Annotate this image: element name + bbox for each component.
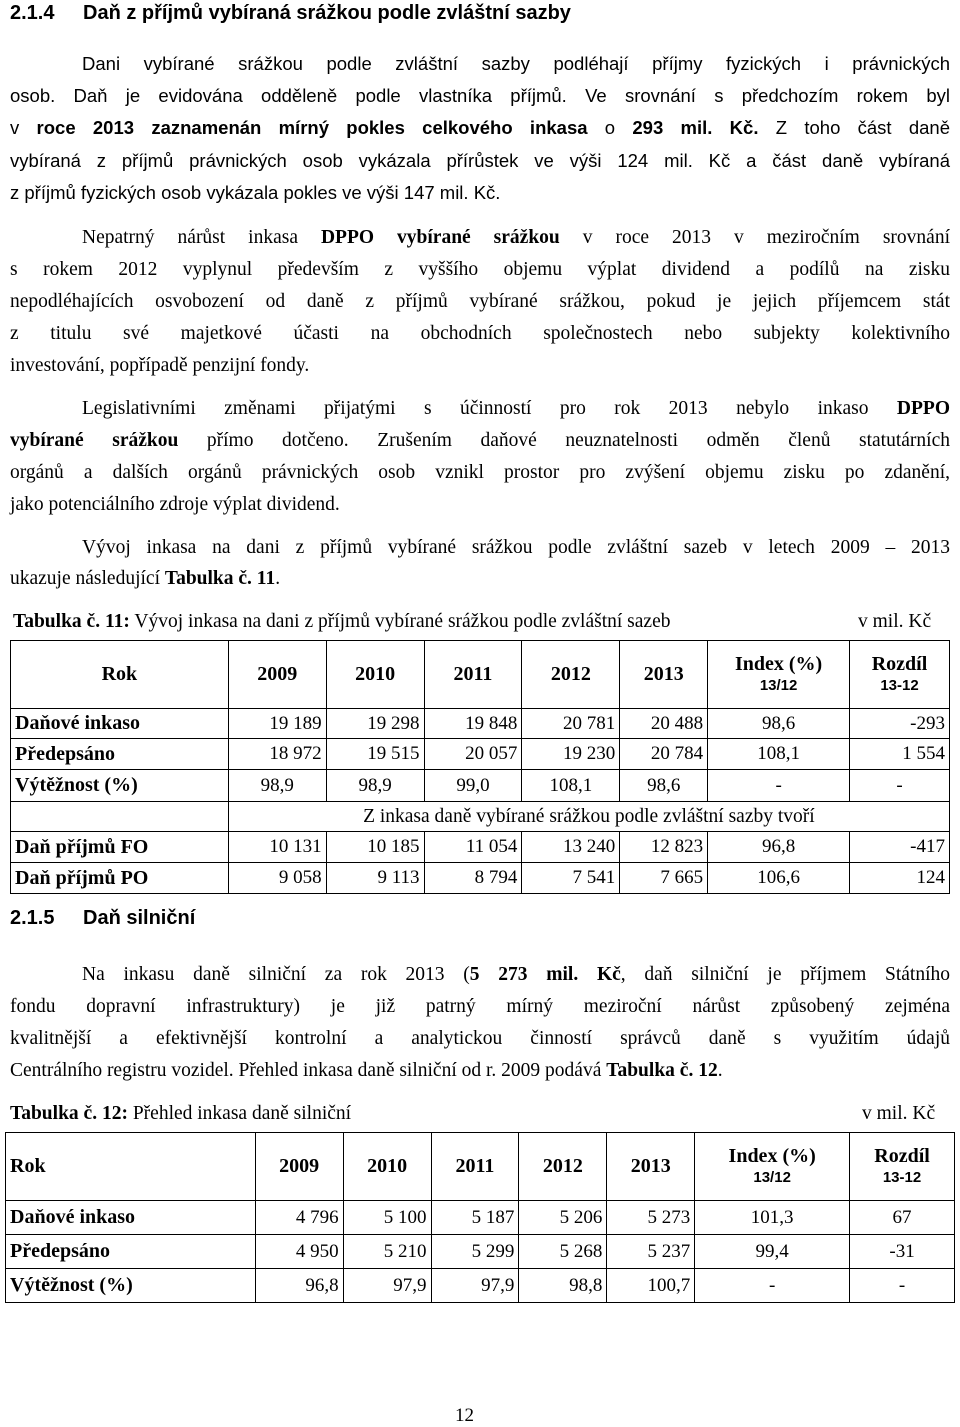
p3-line-4: jako potenciálního zdroje výplat dividend.: [10, 494, 340, 515]
table-12: [5, 1132, 955, 1303]
table-row: Výtěžnost (%) 96,8 97,9 97,9 98,8 100,7 - -: [6, 1269, 955, 1303]
header-year: 2011: [431, 1133, 519, 1201]
section-number: 2.1.4: [10, 2, 55, 24]
table12-caption: Tabulka č. 12: Přehled inkasa daně silniční: [10, 1103, 352, 1124]
p2-line-5: investování, popřípadě penzijní fondy.: [10, 355, 310, 376]
p1-line-5: z příjmů fyzických osob vykázala pokles ve výši 147 mil. Kč.: [10, 182, 501, 203]
section-title: Daň silniční: [83, 907, 196, 929]
table-11: [10, 640, 950, 894]
p2-line-3: nepodléhajících osvobození od daně z příjmů vybírané srážkou, pokud je jejich příjemcem stát: [10, 291, 950, 312]
p4-line-2: ukazuje následující Tabulka č. 11.: [10, 568, 281, 589]
header-year: 2012: [522, 641, 620, 709]
header-year: 2009: [255, 1133, 343, 1201]
table-subheading: Z inkasa daně vybírané srážkou podle zvláštní sazby tvoří: [228, 802, 949, 832]
header-difference: Rozdíl 13-12: [850, 641, 950, 709]
table11-caption: Tabulka č. 11: Vývoj inkasa na dani z příjmů vybírané srážkou podle zvláštní sazeb: [13, 611, 671, 632]
p5-line-1: Na inkasu daně silniční za rok 2013 (5 273 mil. Kč, daň silniční je příjmem Státního: [82, 964, 951, 985]
p5-line-3: kvalitnější a efektivnější kontrolní a analytickou činností správců daně s využitím údajů: [10, 1028, 950, 1049]
p5-line-2: fondu dopravní infrastruktury) je již patrný mírný meziroční nárůst způsobený zejména: [10, 996, 950, 1017]
section-heading-2-1-4: [10, 2, 571, 25]
page-number: 12: [455, 1405, 474, 1426]
p4-line-1: Vývoj inkasa na dani z příjmů vybírané srážkou podle zvláštní sazeb v letech 2009 – 2013: [82, 537, 950, 558]
p2-line-2: s rokem 2012 vyplynul především z vyššího objemu výplat dividend a podílů na zisku: [10, 259, 950, 280]
header-rok: Rok: [6, 1133, 256, 1201]
p1-line-1: Dani vybírané srážkou podle zvláštní sazby podléhají příjmy fyzických i právnických: [82, 53, 950, 74]
header-year: 2010: [343, 1133, 431, 1201]
section-number: 2.1.5: [10, 907, 55, 929]
p1-line-4: vybíraná z příjmů právnických osob vykázala přírůstek ve výši 124 mil. Kč a část daně vybíraná: [10, 150, 950, 171]
header-year: 2011: [424, 641, 522, 709]
section-heading-2-1-5: [10, 907, 195, 930]
header-year: 2009: [228, 641, 326, 709]
table11-unit: v mil. Kč: [858, 611, 932, 632]
p2-line-1: Nepatrný nárůst inkasa DPPO vybírané srážkou v roce 2013 v meziročním srovnání: [82, 227, 950, 248]
p2-line-4: z titulu své majetkové účasti na obchodních společnostech nebo subjekty kolektivního: [10, 323, 950, 344]
header-year: 2012: [519, 1133, 607, 1201]
table-header-row: [11, 641, 950, 709]
header-difference: Rozdíl 13-12: [850, 1133, 955, 1201]
header-year: 2010: [326, 641, 424, 709]
table-row: Předepsáno 4 950 5 210 5 299 5 268 5 237 99,4 -31: [6, 1235, 955, 1269]
table-subheading-row: [11, 802, 950, 832]
p1-line-2: osob. Daň je evidována odděleně podle vlastníka příjmů. Ve srovnání s předchozím rokem byl: [10, 85, 950, 106]
header-index: Index (%) 13/12: [695, 1133, 850, 1201]
header-rok: Rok: [11, 641, 229, 709]
p3-line-1: Legislativními změnami přijatými s účinností pro rok 2013 nebylo inkaso DPPO: [82, 398, 950, 419]
p3-line-2: vybírané srážkou přímo dotčeno. Zrušením daňové neuznatelnosti odměn členů statutárních: [10, 430, 950, 451]
p5-line-4: Centrálního registru vozidel. Přehled inkasa daně silniční od r. 2009 podává Tabulka č. 12.: [10, 1060, 723, 1081]
header-year: 2013: [620, 641, 708, 709]
table12-unit: v mil. Kč: [862, 1103, 936, 1124]
header-index: Index (%) 13/12: [708, 641, 850, 709]
p3-line-3: orgánů a dalších orgánů právnických osob vznikl prostor pro zvýšení objemu zisku po zdanění,: [10, 462, 950, 483]
table-row: Daň příjmů FO 10 131 10 185 11 054 13 240 12 823 96,8 -417: [11, 832, 950, 863]
section-title: Daň z příjmů vybíraná srážkou podle zvláštní sazby: [83, 2, 571, 24]
table-row: Daň příjmů PO 9 058 9 113 8 794 7 541 7 665 106,6 124: [11, 863, 950, 894]
p1-line-3: v roce 2013 zaznamenán mírný pokles celkového inkasa o 293 mil. Kč. Z toho část daně: [10, 117, 950, 138]
header-year: 2013: [607, 1133, 695, 1201]
table-row: Výtěžnost (%) 98,9 98,9 99,0 108,1 98,6 - -: [11, 770, 950, 802]
table-row: Předepsáno 18 972 19 515 20 057 19 230 20 784 108,1 1 554: [11, 739, 950, 770]
table-header-row: [6, 1133, 955, 1201]
table-row: Daňové inkaso 4 796 5 100 5 187 5 206 5 273 101,3 67: [6, 1201, 955, 1235]
table-row: Daňové inkaso 19 189 19 298 19 848 20 781 20 488 98,6 -293: [11, 709, 950, 739]
